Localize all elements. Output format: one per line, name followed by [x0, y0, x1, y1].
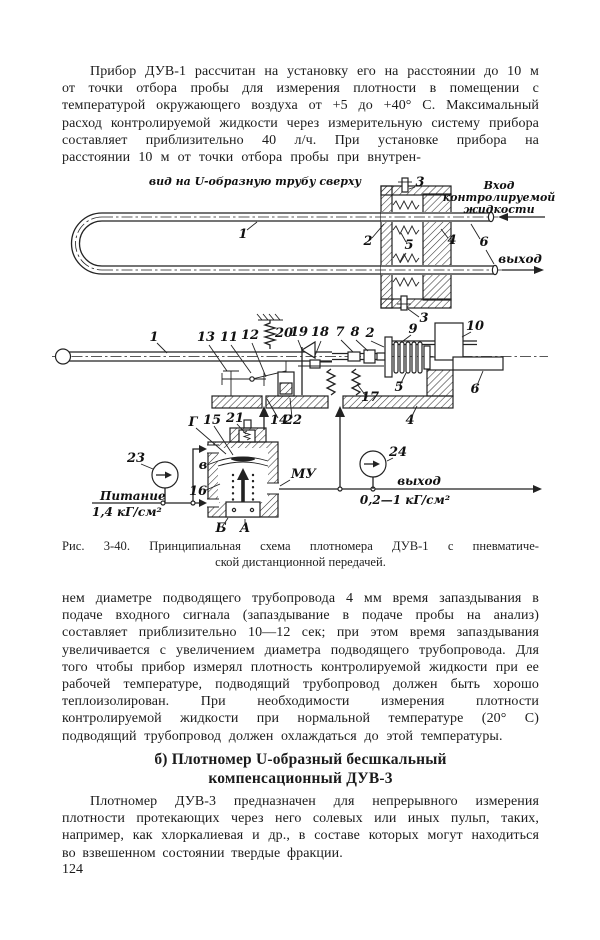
part-label-11: 11: [219, 330, 239, 345]
bellows-squiggle: [393, 278, 419, 286]
part-label-18: 18: [310, 325, 330, 340]
part-label-1: 1: [149, 330, 159, 345]
rod-end-ball: [56, 349, 71, 364]
figure-caption: [62, 539, 539, 570]
part-7: [348, 352, 360, 361]
part-label-15: 15: [202, 413, 222, 428]
part-label-2: 2: [363, 234, 373, 249]
output-pressure: 0,2—1 кГ/см²: [359, 493, 451, 507]
part-label-6: 6: [479, 235, 489, 250]
part-label-22: 22: [283, 413, 303, 428]
base-plate: [266, 396, 328, 408]
valve-seat: [226, 502, 260, 517]
part-8: [364, 350, 375, 363]
linkage-13-11-12: [222, 371, 286, 396]
bellows-17: [327, 369, 335, 395]
bellows-5: [394, 342, 398, 373]
part-label-3: 3: [415, 175, 425, 190]
bolt-3-bottom: [401, 296, 407, 310]
part-label-10: 10: [465, 319, 485, 334]
section-heading: [62, 750, 539, 788]
part-label-24: 24: [388, 445, 408, 460]
part-label-g: Г: [188, 415, 198, 430]
bellows-17: [352, 369, 360, 395]
part-label-3: 3: [419, 311, 429, 326]
figure-caption-line2: ской дистанционной передачей.: [215, 554, 386, 569]
part-label-20: 20: [274, 326, 294, 341]
section-heading-line2: компенсационный ДУВ-3: [208, 770, 393, 787]
part-label-4: 4: [405, 413, 415, 428]
top-view-title: вид на U-образную трубу сверху: [148, 175, 362, 188]
part-label-v: в: [198, 458, 208, 473]
part-label-1: 1: [238, 227, 248, 242]
nozzle-18: [310, 360, 320, 368]
supply-pressure: 1,4 кГ/см²: [92, 505, 162, 519]
part-label-7: 7: [335, 325, 345, 340]
inlet-label: жидкости: [463, 203, 535, 216]
part-label-9: 9: [408, 322, 418, 337]
mount-plate-2: [381, 186, 392, 308]
coupling: [377, 353, 385, 360]
pivot-11: [250, 377, 254, 381]
part-label-b: Б: [215, 521, 227, 536]
flange-2: [385, 337, 392, 377]
paragraph-3: Плотномер ДУВ-3 предназначен для непрерывного измерения плотности протекающих через него солевых или иных пульп, таких, например, как хлоркалиевая и др., в составе которых могут находиться во взвешенном состоянии твердые фракции.: [62, 794, 539, 861]
outlet-label-top: выход: [498, 252, 542, 266]
spring-20: [265, 320, 275, 349]
part-label-19: 19: [289, 325, 309, 340]
base-plate-4: [343, 396, 453, 408]
flapper-flag: [302, 342, 315, 358]
part-label-5: 5: [404, 238, 414, 253]
part-label-17: 17: [360, 390, 380, 405]
part-label-21: 21: [225, 411, 245, 426]
base-plate: [212, 396, 262, 408]
part-label-a: А: [239, 521, 251, 536]
block-10: [435, 323, 463, 360]
part-label-6: 6: [470, 382, 480, 397]
bolt-3-top: [402, 178, 408, 192]
inlet-label: контролируемой: [442, 191, 556, 204]
bellows-squiggle: [393, 201, 419, 209]
part-label-5: 5: [394, 380, 404, 395]
part-label-8: 8: [350, 325, 360, 340]
pneumatic-relay: [92, 420, 542, 536]
base-column-4: [427, 370, 453, 396]
inlet-label: Вход: [483, 179, 515, 192]
relay-top-bolt: [244, 420, 251, 428]
figure-3-40-diagram: [40, 172, 560, 538]
paragraph-1: Прибор ДУВ-1 рассчитан на установку его на расстоянии до 10 м от точки отбора пробы для измерения плотности в помещении с температурой окружающего воздуха от +5 до +40° С. Максимальный расход контролируемой жидкости через измерительную систему прибора составляет приблизительно 40 л/ч. При установке прибора на расстоянии 10 м от точки отбора пробы при внутрен-: [62, 64, 539, 166]
supply-label: Питание: [100, 489, 166, 503]
bellows-squiggle: [393, 226, 419, 234]
bellows-squiggle: [393, 254, 419, 262]
part-label-mu: МУ: [291, 467, 316, 482]
part-label-2: 2: [365, 326, 375, 341]
ground-symbol: [257, 314, 283, 320]
part-label-23: 23: [126, 451, 146, 466]
output-label: выход: [397, 474, 441, 488]
part-label-14: 14: [269, 413, 289, 428]
section-heading-line1: б) Плотномер U-образный бесшкальный: [154, 751, 447, 768]
part-label-12: 12: [240, 328, 260, 343]
part-label-4: 4: [447, 233, 457, 248]
tube-6: [453, 357, 503, 370]
u-tube-top-view: [72, 175, 556, 326]
part-label-13: 13: [196, 330, 216, 345]
figure-caption-line1: Рис. 3-40. Принципиальная схема плотномера ДУВ-1 с пневматиче-: [62, 539, 539, 553]
part-label-16: 16: [188, 484, 208, 499]
page-number: 124: [62, 862, 83, 877]
paragraph-2: нем диаметре подводящего трубопровода 4 мм время запаздывания в подаче входного сигнала (запаздывание в подаче пробы на анализ) составляет приблизительно 10—12 сек; при этом время запаздывания увеличивается с увеличением диаметра подводящего трубопровода. Для того чтобы прибор измерял плотность контролируемой жидкости при ее рабочей температуре, подводящий трубопровод должен быть хорошо теплоизолирован. При необходимости измерения плотности контролируемой жидкости при нормальной температуре (20° С) подводящий трубопровод должен охлаждаться до этой температуры.: [62, 591, 539, 744]
